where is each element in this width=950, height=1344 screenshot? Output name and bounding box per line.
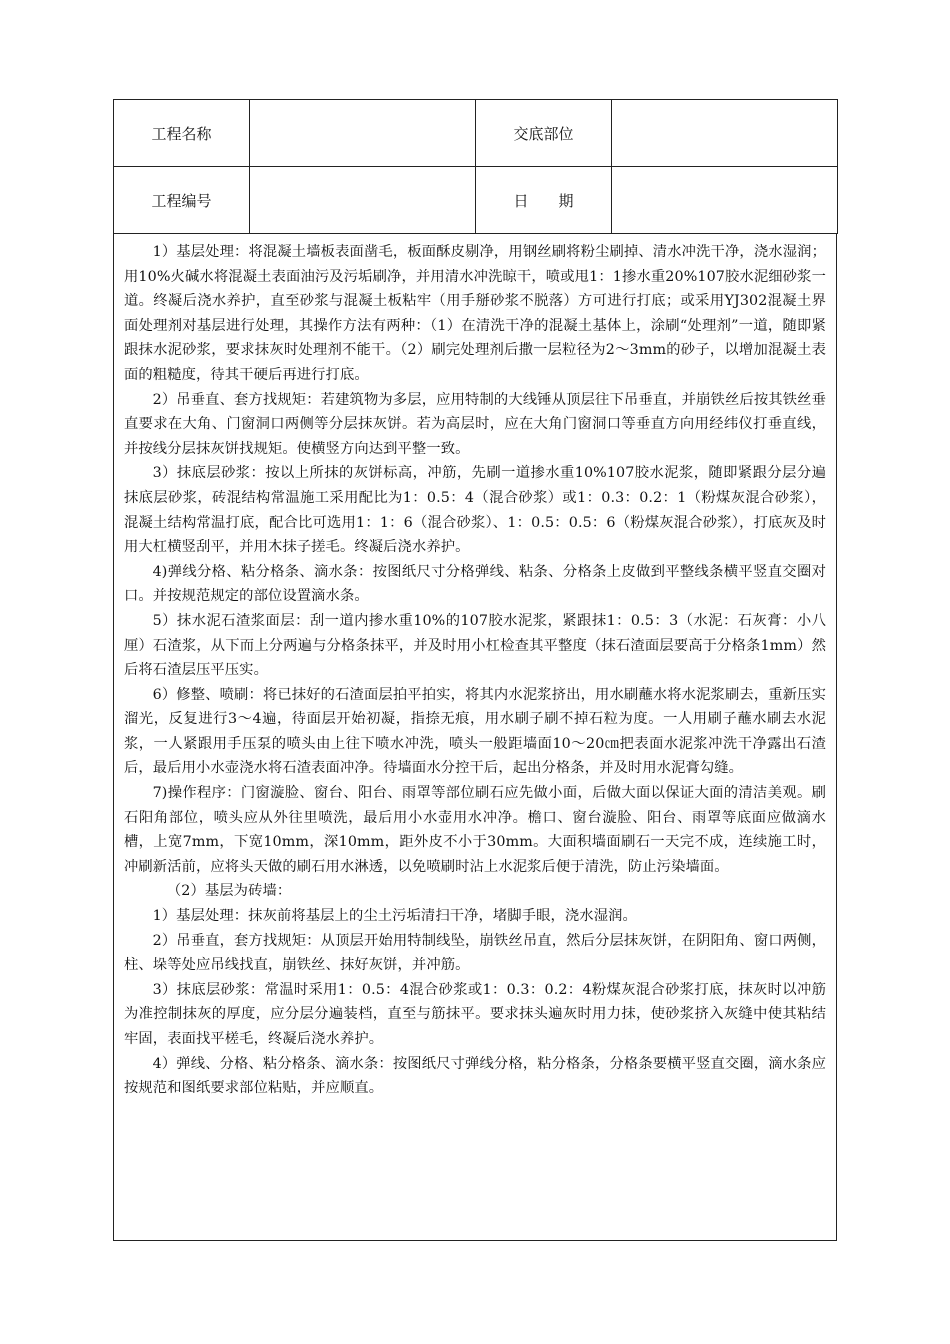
header-row-2 [114,167,838,234]
paragraph-10: 3）抹底层砂浆：常温时采用1：0.5：4混合砂浆或1：0.3：0.2：4粉煤灰混合砂浆打底，抹灰时以冲筋为准控制抹灰的厚度，应分层分遍装档，直至与筋抹平。要求抹头遍灰时用力抹，使砂浆挤入灰缝中使其粘结牢固，表面找平槎毛，终凝后浇水养护。 [124,981,826,1047]
date-label: 日 期 [476,167,612,234]
paragraph-6: 6）修整、喷刷：将已抹好的石渣面层拍平拍实，将其内水泥浆挤出，用水刷蘸水将水泥浆刷去，重新压实溜光，反复进行3～4遍，待面层开始初凝，指捺无痕，用水刷子刷不掉石粒为度。一人用刷子蘸水刷去水泥浆，一人紧跟用手压泵的喷头由上往下喷水冲洗，喷头一般距墙面10～20㎝把表面水泥浆冲洗干净露出石渣后，最后用小水壶浇水将石渣表面冲净。待墙面水分控干后，起出分格条，并及时用水泥膏勾缝。 [124,686,826,777]
location-field[interactable] [612,100,838,167]
header-table [113,99,838,234]
disclosure-sheet [113,99,837,1241]
content-body [113,234,837,1241]
paragraph-1: 1）基层处理：将混凝土墙板表面凿毛，板面酥皮剔净，用钢丝刷将粉尘刷掉、清水冲洗干净，浇水湿润；用10%火碱水将混凝土表面油污及污垢刷净，并用清水冲洗晾干，喷或甩1：1掺水重20%107胶水泥细砂浆一道。终凝后浇水养护，直至砂浆与混凝土板粘牢（用手掰砂浆不脱落）方可进行打底；或采用YJ302混凝土界面处理剂对基层进行处理，其操作方法有两种：（1）在清洗干净的混凝土基体上，涂刷“处理剂”一道，随即紧跟抹水泥砂浆，要求抹灰时处理剂不能干。（2）刷完处理剂后撒一层粒径为2～3mm的砂子，以增加混凝土表面的粗糙度，待其干硬后再进行打底。 [124,244,826,383]
project-name-label: 工程名称 [114,100,250,167]
header-row-1 [114,100,838,167]
paragraph-5: 5）抹水泥石渣浆面层：刮一道内掺水重10%的107胶水泥浆，紧跟抹1：0.5：3（水泥：石灰膏：小八厘）石渣浆，从下而上分两遍与分格条抹平，并及时用小杠检查其平整度（抹石渣面层要高于分格条1mm）然后将石渣层压平压实。 [124,612,826,679]
paragraph-11: 4）弹线、分格、粘分格条、滴水条：按图纸尺寸弹线分格，粘分格条，分格条要横平竖直交圈，滴水条应按规范和图纸要求部位粘贴，并应顺直。 [124,1055,826,1097]
paragraph-4: 4)弹线分格、粘分格条、滴水条：按图纸尺寸分格弹线、粘条、分格条上皮做到平整线条横平竖直交圈对口。并按规范规定的部位设置滴水条。 [124,563,826,605]
project-number-label: 工程编号 [114,167,250,234]
paragraph-2: 2）吊垂直、套方找规矩：若建筑物为多层，应用特制的大线锤从顶层往下吊垂直，并崩铁丝后按其铁丝垂直要求在大角、门窗洞口两侧等分层抹灰饼。若为高层时，应在大角门窗洞口等垂直方向用经纬仪打垂直线，并按线分层抹灰饼找规矩。使横竖方向达到平整一致。 [124,391,826,457]
section-heading-brick-wall: （2）基层为砖墙： [166,883,292,900]
project-name-field[interactable] [250,100,476,167]
date-field[interactable] [612,167,838,234]
paragraph-7: 7)操作程序：门窗漩脸、窗台、阳台、雨罩等部位刷石应先做小面，后做大面以保证大面的清洁美观。刷石阳角部位，喷头应从外往里喷洗，最后用小水壶用水冲净。檐口、窗台漩脸、阳台、雨罩等底面应做滴水槽，上宽7mm，下宽10mm，深10mm，距外皮不小于30mm。大面积墙面刷石一天完不成，连续施工时，冲刷新活前，应将头天做的刷石用水淋透，以免喷刷时沾上水泥浆后便于清洗，防止污染墙面。 [124,785,826,875]
paragraph-8: 1）基层处理：抹灰前将基层上的尘土污垢清扫干净，堵脚手眼，浇水湿润。 [152,908,637,925]
paragraph-9: 2）吊垂直，套方找规矩：从顶层开始用特制线坠，崩铁丝吊直，然后分层抹灰饼，在阴阳角、窗口两侧，柱、垛等处应吊线找直，崩铁丝、抹好灰饼，并冲筋。 [124,932,826,974]
paragraph-3: 3）抹底层砂浆：按以上所抹的灰饼标高，冲筋，先刷一道掺水重10%107胶水泥浆，随即紧跟分层分遍抹底层砂浆，砖混结构常温施工采用配比为1：0.5：4（混合砂浆）或1：0.3：0.2：1（粉煤灰混合砂浆），混凝土结构常温打底，配合比可选用1：1：6（混合砂浆）、1：0.5：0.5：6（粉煤灰混合砂浆），打底灰及时用大杠横竖刮平，并用木抹子搓毛。终凝后浇水养护。 [124,465,826,556]
location-label: 交底部位 [476,100,612,167]
project-number-field[interactable] [250,167,476,234]
